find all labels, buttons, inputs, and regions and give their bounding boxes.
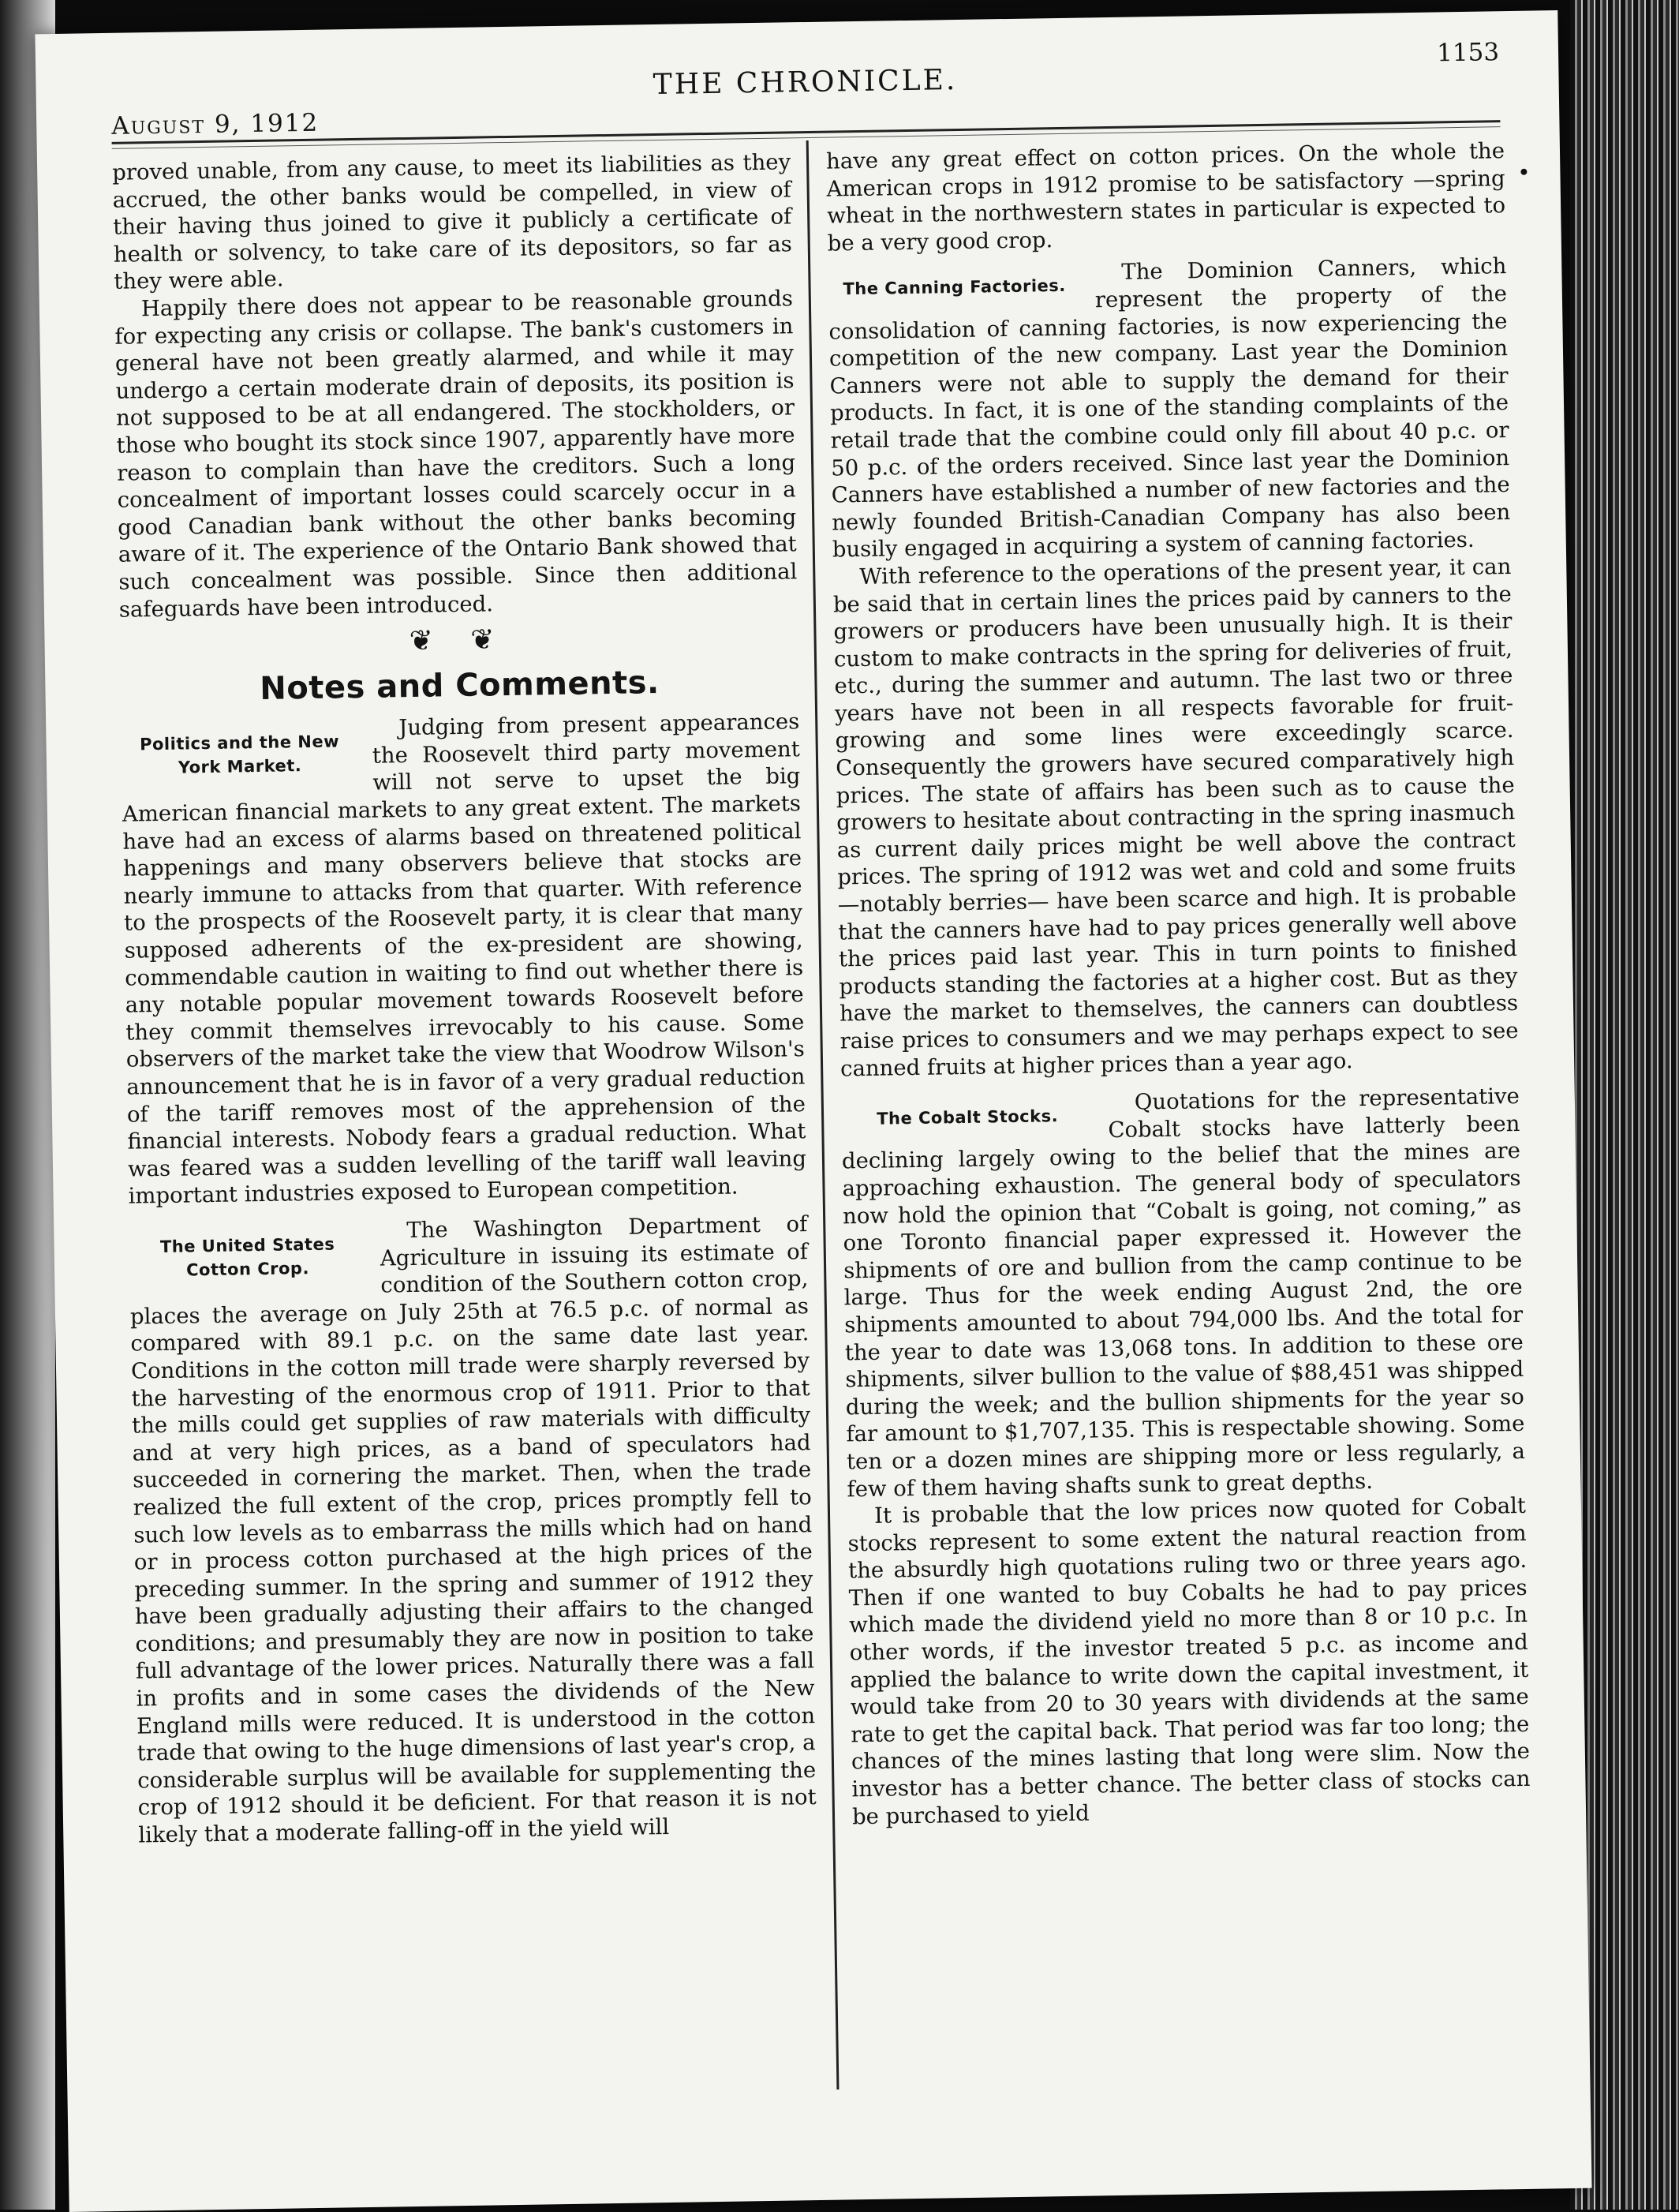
canning-paragraph-1: The Dominion Canners, which represent the property of the consolidation of canning factories, is now experiencing the competition of the new company. Last year the Dominion Canners were not able to supply the demand for their products. In fact, it is one of the standing complaints of the retail trade that the combine could only fill about 40 p.c. or 50 p.c. of the orders received. Since last year the Dominion Canners have established a number of new factories and the newly founded British-Canadian Company has also been busily engaged in acquiring a system of canning factories. — [828, 253, 1511, 563]
page-number: 1153 — [1436, 38, 1500, 68]
cobalt-paragraph-2: It is probable that the low prices now quoted for Cobalt stocks represent to some extent the natural reaction from the absurdly high quotations ruling two or three years ago. Then if one wanted to buy Cobalts he had to pay prices which made the dividend yield no more than 8 or 10 p.c. In other words, if the investor treated 5 p.c. as income and applied the balance to write down the capital investment, it would take from 20 to 30 years with dividends at the same rate to get the capital back. That period was far too long; the chances of the mines lasting that long were slim. Now the investor has a better chance. The better class of stocks can be purchased to yield — [847, 1492, 1531, 1829]
side-heading-canning: The Canning Factories. — [843, 276, 1066, 299]
publication-title: THE CHRONICLE. — [653, 63, 958, 102]
article-politics — [121, 709, 807, 1211]
cotton-paragraph: The Washington Department of Agriculture in issuing its estimate of condition of the Southern cotton crop, places the average on July 25th at 76.5 p.c. of normal as compared with 89.1 p.c. on the same date last year. Conditions in the cotton mill trade were sharply reversed by the harvesting of the enormous crop of 1911. Prior to that the mills could get supplies of raw materials with difficulty and at very high prices, as a band of speculators had succeeded in cornering the market. Then, when the trade realized the full extent of the crop, prices promptly fell to such low levels as to embarrass the mills which had on hand or in process cotton purchased at the high prices of the preceding summer. In the spring and summer of 1912 they have been gradually adjusting their affairs to the changed conditions; and presumably they are now in position to take full advantage of the lower prices. Naturally there was a fall in profits and in some cases the dividends of the New England mills were reduced. It is understood in the cotton trade that owing to the huge dimensions of last year's crop, a considerable surplus will be available for supplementing the crop of 1912 should it be deficient. For that reason it is not likely that a moderate falling-off in the yield will — [129, 1211, 817, 1848]
intro-paragraph-1: proved unable, from any cause, to meet its liabilities as they accrued, the other banks would be compelled, in view of their having thus joined to give it publicly a certificate of health or solvency, to take care of its depositors, so far as they were able. — [111, 149, 792, 295]
section-ornament: ❦ ❦ — [409, 623, 509, 658]
section-title: Notes and Comments. — [259, 664, 660, 707]
side-heading-politics: Politics and the New York Market. — [139, 732, 340, 777]
ink-spot — [1520, 169, 1527, 175]
article-cobalt — [841, 1083, 1531, 1830]
politics-paragraph: Judging from present appearances the Roosevelt third party movement will not serve to upset the big American financial markets to any great extent. The markets have had an excess of alarms based on threatened political happenings and many observers believe that stocks are nearly immune to attacks from that quarter. With reference to the prospects of the Roosevelt party, it is clear that many supposed adherents of the ex-president are showing, commendable caution in waiting to find out whether there is any notable popular movement towards Roosevelt before they commit themselves irrevocably to his cause. Some observers of the market take the view that Woodrow Wilson's announcement that he is in favor of a very gradual reduction of the tariff removes most of the apprehension of the financial interests. Nobody fears a gradual reduction. What was feared was a sudden levelling of the tariff wall leaving important industries exposed to European competition. — [122, 709, 807, 1210]
side-heading-cotton: The United States Cotton Crop. — [159, 1234, 335, 1280]
issue-date: August 9, 1912 — [111, 108, 320, 140]
page-header — [110, 35, 1501, 152]
left-column — [112, 148, 817, 1849]
side-heading-cobalt: The Cobalt Stocks. — [877, 1106, 1059, 1128]
canning-paragraph-2: With reference to the operations of the present year, it can be said that in certain lines the prices paid by canners to the growers or producers have been unusually high. It is their custom to make contracts in the spring for deliveries of fruit, etc., during the summer and autumn. The last two or three years have not been in all respects favorable for fruit-growing and some lines were exceedingly scarce. Consequently the growers have secured comparatively high prices. The state of affairs has been such as to cause the growers to hesitate about contracting in the spring inasmuch as current daily prices might be well above the contract prices. The spring of 1912 was wet and cold and some fruits—notably berries— have been scarce and high. It is probable that the canners have had to pay prices generally well above the prices paid last year. This in turn points to finished products standing the factories at a higher cost. But as they have the market to themselves, the canners can doubtless raise prices to consumers and we may perhaps expect to see canned fruits at higher prices than a year ago. — [832, 553, 1519, 1082]
newspaper-page — [35, 10, 1591, 2212]
cobalt-paragraph-1: Quotations for the representative Cobalt stocks have latterly been declining largely owing to the belief that the mines are approaching exhaustion. The general body of speculators now hold the opinion that “Cobalt is going, not coming,” as one Toronto financial paper expressed it. However the shipments of ore and bullion from the camp continue to be large. Thus for the week ending August 2nd, the ore shipments amounted to about 794,000 lbs. And the total for the year to date was 13,068 tons. In addition to these ore shipments, silver bullion to the value of $88,451 was shipped during the week; and the bullion shipments for the year so far amount to $1,707,135. This is respectable showing. Some ten or a dozen mines are shipping more or less regularly, a few of them having shafts sunk to great depths. — [841, 1084, 1526, 1502]
article-cotton — [129, 1211, 817, 1849]
right-column — [826, 137, 1531, 1830]
intro-paragraph-2: Happily there does not appear to be reasonable grounds for expecting any crisis or collapse. The bank's customers in general have not been greatly alarmed, and while it may undergo a certain moderate drain of deposits, its position is not supposed to be at all endangered. The stockholders, or those who bought its stock since 1907, apparently have more reason to complain than have the creditors. Such a long concealment of important losses could scarcely occur in a good Canadian bank without the other banks becoming aware of it. The experience of the Ontario Bank showed that such concealment was possible. Since then additional safeguards have been introduced. — [114, 286, 798, 623]
article-canning — [828, 253, 1519, 1082]
cotton-continuation: have any great effect on cotton prices. On the whole the American crops in 1912 promise to be satisfactory —spring wheat in the northwestern states in particular is expected to be a very good crop. — [825, 138, 1506, 256]
